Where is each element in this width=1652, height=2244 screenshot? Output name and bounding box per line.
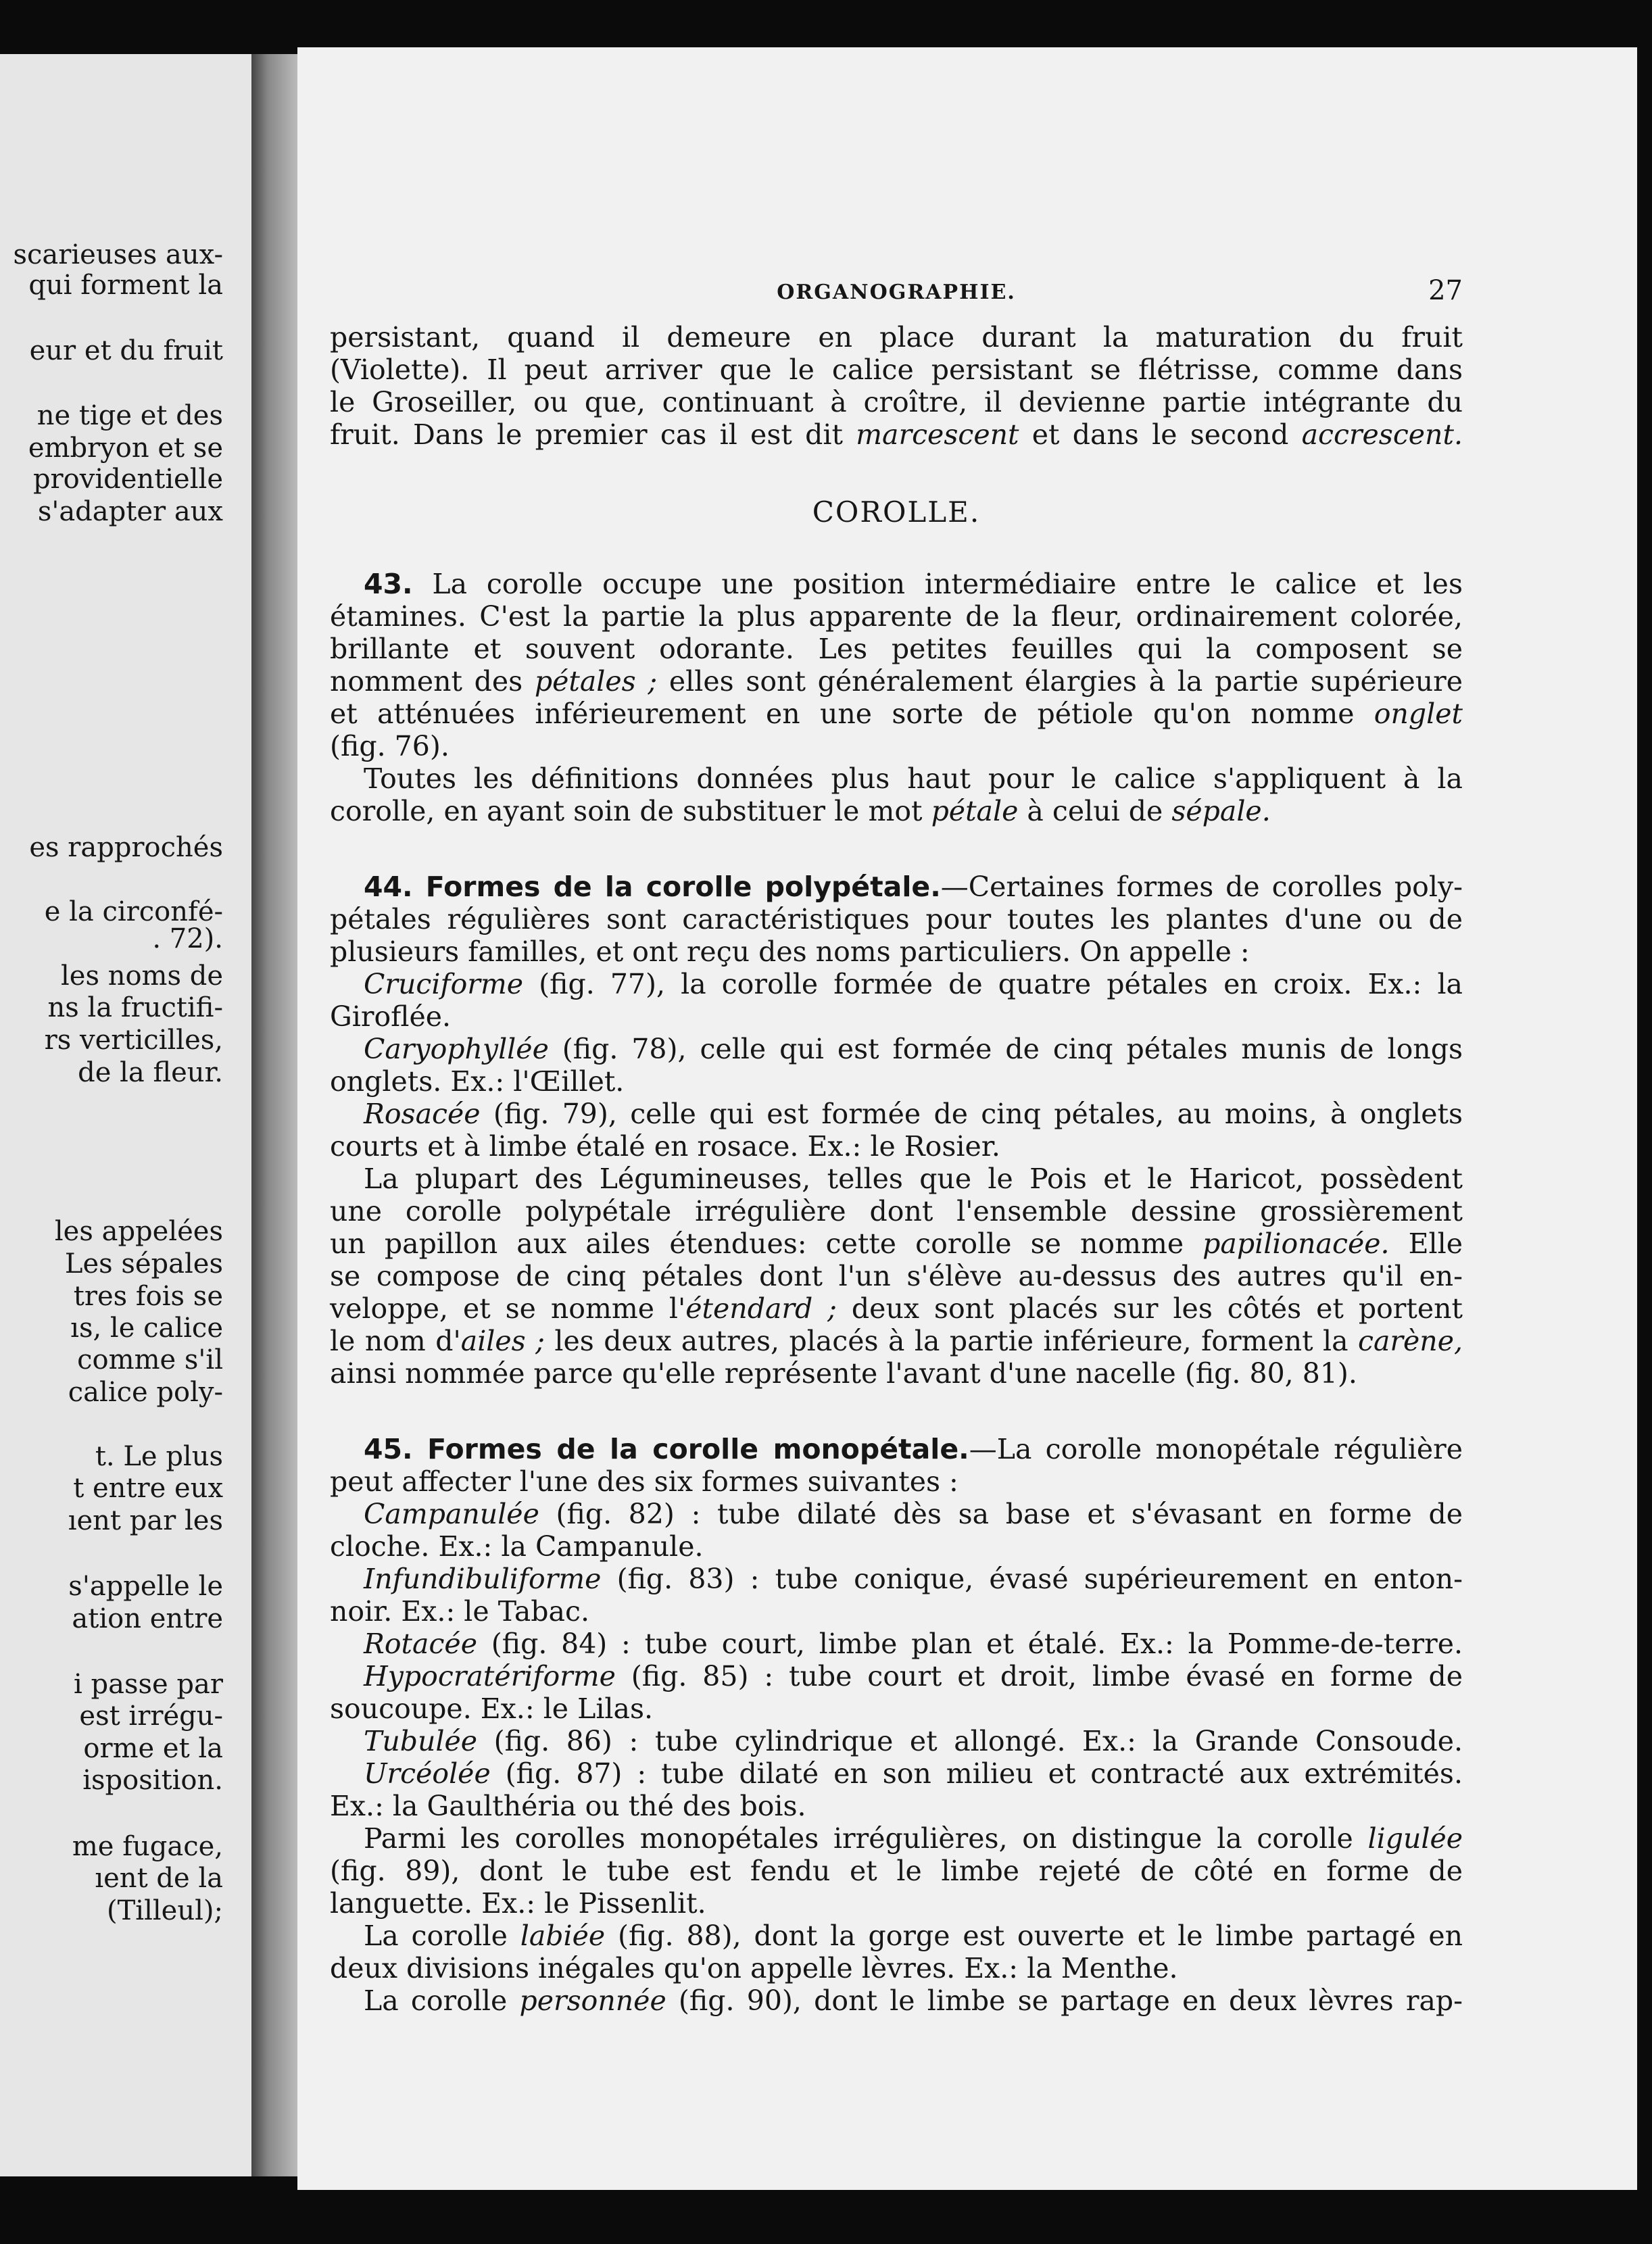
text-line: Giroflée.	[330, 1000, 452, 1033]
text-line: le nom d'ailes ; les deux autres, placés à la partie inférieure, forment la carène,	[330, 1325, 1463, 1357]
page-number: 27	[1428, 275, 1463, 306]
text-line: Caryophyllée (fig. 78), celle qui est formée de cinq pétales munis de longs	[364, 1033, 1463, 1065]
text-line: La plupart des Légumineuses, telles que le Pois et le Haricot, possèdent	[364, 1163, 1463, 1195]
left-page-line: . 72).	[152, 923, 223, 954]
left-page-line: calice poly-	[68, 1377, 223, 1408]
text-line: étamines. C'est la partie la plus apparente de la fleur, ordinairement colorée,	[330, 600, 1463, 633]
left-page-line: ne tige et des	[37, 400, 223, 431]
text-line: Rosacée (fig. 79), celle qui est formée de cinq pétales, au moins, à onglets	[364, 1098, 1463, 1130]
left-page-line: de la fleur.	[78, 1057, 223, 1088]
text-line: Ex.: la Gaulthéria ou thé des bois.	[330, 1790, 806, 1822]
running-head	[330, 275, 1463, 308]
left-page-line: est irrégu-	[79, 1701, 223, 1732]
text-line: brillante et souvent odorante. Les petites feuilles qui la composent se	[330, 633, 1463, 665]
left-page-line: scarieuses aux-	[13, 239, 223, 270]
left-page-line: comme s'il	[77, 1344, 223, 1375]
text-line: pétales régulières sont caractéristiques pour toutes les plantes d'une ou de	[330, 903, 1463, 935]
text-line: corolle, en ayant soin de substituer le mot pétale à celui de sépale.	[330, 795, 1271, 827]
text-line: un papillon aux ailes étendues: cette corolle se nomme papilionacée. Elle	[330, 1227, 1463, 1260]
text-line: veloppe, et se nomme l'étendard ; deux sont placés sur les côtés et portent	[330, 1292, 1463, 1325]
right-page	[297, 47, 1637, 2190]
left-page-line: ıs, le calice	[70, 1313, 223, 1344]
text-line: noir. Ex.: le Tabac.	[330, 1595, 589, 1628]
left-page-line: rs verticilles,	[44, 1025, 223, 1056]
text-line: soucoupe. Ex.: le Lilas.	[330, 1692, 654, 1725]
left-page-line: es rapprochés	[29, 832, 223, 863]
left-page-line: ation entre	[72, 1603, 223, 1634]
text-line: se compose de cinq pétales dont l'un s'élève au-dessus des autres qu'il en-	[330, 1260, 1463, 1292]
text-line: cloche. Ex.: la Campanule.	[330, 1530, 704, 1563]
text-line: Toutes les définitions données plus haut pour le calice s'appliquent à la	[364, 762, 1463, 795]
text-line: et atténuées inférieurement en une sorte de pétiole qu'on nomme onglet	[330, 698, 1463, 730]
section-heading: COROLLE.	[812, 495, 981, 529]
text-line: (Violette). Il peut arriver que le calice persistant se flétrisse, comme dans	[330, 353, 1463, 386]
left-page-line: (Tilleul);	[107, 1895, 223, 1926]
left-page-line: qui forment la	[28, 270, 223, 301]
text-line: (fig. 89), dont le tube est fendu et le limbe rejeté de côté en forme de	[330, 1855, 1463, 1887]
book-gutter	[251, 54, 299, 2176]
left-page-line: t entre eux	[73, 1473, 223, 1504]
text-line: courts et à limbe étalé en rosace. Ex.: le Rosier.	[330, 1130, 1000, 1163]
text-line: fruit. Dans le premier cas il est dit marcescent et dans le second accrescent.	[330, 418, 1463, 451]
text-line: peut affecter l'une des six formes suivantes :	[330, 1465, 958, 1498]
text-line: le Groseiller, ou que, continuant à croître, il devienne partie intégrante du	[330, 386, 1463, 418]
left-page-line: providentielle	[32, 464, 223, 495]
text-line: ainsi nommée parce qu'elle représente l'avant d'une nacelle (fig. 80, 81).	[330, 1357, 1357, 1390]
left-page-line: Les sépales	[64, 1248, 223, 1279]
left-page-fragment	[0, 54, 251, 2176]
left-page-line: eur et du fruit	[29, 335, 223, 366]
left-page-line: les noms de	[61, 960, 223, 992]
text-line: plusieurs familles, et ont reçu des noms particuliers. On appelle :	[330, 935, 1250, 968]
text-line: onglets. Ex.: l'Œillet.	[330, 1065, 625, 1098]
left-page-line: embryon et se	[28, 433, 223, 464]
paragraph-44-line: 44. Formes de la corolle polypétale.—Certaines formes de corolles poly-	[364, 871, 1463, 903]
running-title: ORGANOGRAPHIE.	[777, 280, 1016, 304]
text-line: Cruciforme (fig. 77), la corolle formée de quatre pétales en croix. Ex.: la	[364, 968, 1463, 1000]
paragraph-45-line: 45. Formes de la corolle monopétale.—La corolle monopétale régulière	[364, 1433, 1463, 1465]
left-page-line: s'appelle le	[68, 1571, 223, 1602]
text-line: La corolle personnée (fig. 90), dont le limbe se partage en deux lèvres rap-	[364, 1984, 1463, 2017]
left-page-line: e la circonfé-	[44, 896, 223, 927]
text-line: Hypocratériforme (fig. 85) : tube court et droit, limbe évasé en forme de	[364, 1660, 1463, 1692]
left-page-line: les appelées	[54, 1216, 223, 1247]
text-line: Infundibuliforme (fig. 83) : tube conique, évasé supérieurement en enton-	[364, 1563, 1463, 1595]
text-line: Campanulée (fig. 82) : tube dilaté dès sa base et s'évasant en forme de	[364, 1498, 1463, 1530]
left-page-line: orme et la	[83, 1733, 223, 1764]
text-line: Rotacée (fig. 84) : tube court, limbe plan et étalé. Ex.: la Pomme-de-terre.	[364, 1628, 1463, 1660]
left-page-line: me fugace,	[72, 1831, 223, 1862]
text-line: persistant, quand il demeure en place durant la maturation du fruit	[330, 321, 1463, 353]
text-line: Urcéolée (fig. 87) : tube dilaté en son milieu et contracté aux extrémités.	[364, 1757, 1463, 1790]
text-line: une corolle polypétale irrégulière dont l'ensemble dessine grossièrement	[330, 1195, 1463, 1227]
paragraph-43-line: 43. La corolle occupe une position intermédiaire entre le calice et les	[364, 568, 1463, 600]
left-page-line: s'adapter aux	[37, 496, 223, 527]
left-page-line: i passe par	[74, 1669, 223, 1700]
text-line: Parmi les corolles monopétales irrégulières, on distingue la corolle ligulée	[364, 1822, 1463, 1855]
left-page-line: tres fois se	[73, 1281, 223, 1312]
left-page-line: ıent par les	[68, 1505, 223, 1536]
left-page-line: ns la fructifi-	[47, 992, 223, 1023]
text-line: languette. Ex.: le Pissenlit.	[330, 1887, 706, 1920]
text-line: (fig. 76).	[330, 730, 450, 762]
text-line: La corolle labiée (fig. 88), dont la gorge est ouverte et le limbe partagé en	[364, 1920, 1463, 1952]
text-line: Tubulée (fig. 86) : tube cylindrique et allongé. Ex.: la Grande Consoude.	[364, 1725, 1463, 1757]
text-line: nomment des pétales ; elles sont généralement élargies à la partie supérieure	[330, 665, 1463, 698]
left-page-line: t. Le plus	[95, 1441, 223, 1472]
left-page-line: ıent de la	[95, 1863, 223, 1894]
text-line: deux divisions inégales qu'on appelle lèvres. Ex.: la Menthe.	[330, 1952, 1178, 1984]
left-page-line: isposition.	[82, 1765, 223, 1796]
